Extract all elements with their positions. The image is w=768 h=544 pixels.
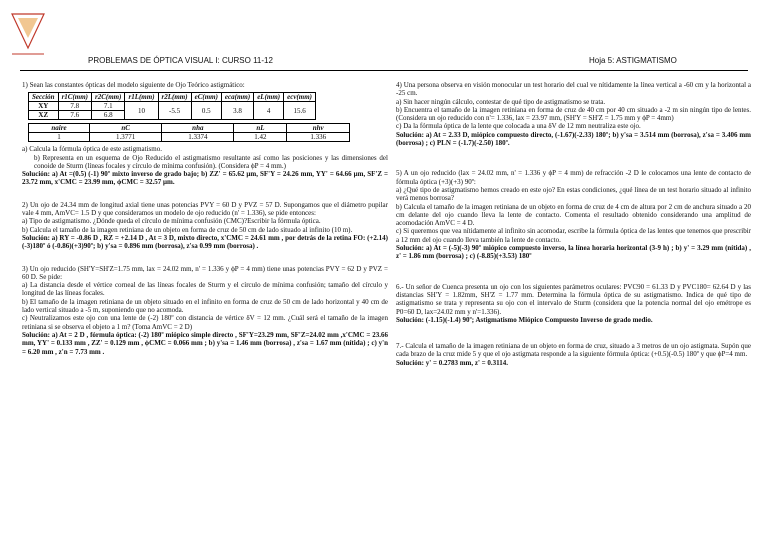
table-row [29, 102, 316, 111]
problem-4-c: c) Da la fórmula óptica de la lente que colocada a una δV de 12 mm neutraliza este ojo. [396, 122, 641, 131]
table-header-row [29, 93, 316, 102]
cell-section: XZ [29, 111, 59, 120]
problem-2-text: 2) Un ojo de 24.34 mm de longitud axial tiene unas potencias PVY = 60 D y PVZ = 57 D. Supongamos que el diámetro pupilar vale 4 mm, AmVC= 1.5 D y que consideramos un modelo de ojo reducido (n' = 1.336), se pide entonces: [22, 200, 388, 218]
problem-2-a: a) Tipo de astigmatismo. ¿Dónde queda el círculo de mínima confusión (CMC)?Escribir la fórmula óptica. [22, 217, 321, 226]
problem-4-solution: Solución: a) At = 2.33 D, miópico compuesto directo, (-1.67)(-2.33) 180º; b) y'sa = 3.514 mm (borrosa), z'sa = 3.406 mm (borrosa) ; c) PLN = (-1.7)(-2.50) 180º. [396, 130, 751, 148]
table-header-row [29, 124, 350, 133]
problem-4-a: a) Sin hacer ningún cálculo, contestar de qué tipo de astigmatismo se trata. [396, 97, 606, 106]
right-column [396, 81, 751, 378]
th-section: Sección [29, 93, 59, 102]
cell-nl: 1.42 [234, 133, 287, 142]
cell-section: XY [29, 102, 59, 111]
cell-r1c: 7.6 [58, 111, 91, 120]
problem-5 [396, 169, 751, 260]
university-logo [8, 10, 48, 56]
eye-constants-table [28, 92, 316, 120]
th-ec: eC(mm) [191, 93, 221, 102]
problem-2 [22, 201, 388, 251]
th-nha: nha [162, 124, 234, 133]
cell-nc: 1.3771 [90, 133, 162, 142]
cell-r1c: 7.8 [58, 102, 91, 111]
problem-3-text: 3) Un ojo reducido (SH'Y=SH'Z=1.75 mm, lax = 24.02 mm, n' = 1.336 y ϕP = 4 mm) tiene unas potencias PVY = 62 D y PVZ = 60 D. Se pide: [22, 264, 388, 281]
cell-nhv: 1.336 [287, 133, 350, 142]
problem-2-solution: Solución: a) RY = -0.86 D , RZ = +2.14 D , At = 3 D, mixto directo, x'CMC = 24.61 mm , por detrás de la retina FO: (+2.14)(-3)180º ó (-0.86)(+3)90º; b) y'sa = 0.896 mm (borrosa), z'sa 0.99 mm (borrosa) . [22, 233, 388, 251]
refractive-index-table [28, 123, 350, 142]
table-row [29, 133, 350, 142]
problem-5-b: b) Calcula el tamaño de la imagen retiniana de un objeto en forma de cruz de 4 cm de altura por 2 cm de anchura situado a 20 cm delante del ojo cuando lleva la lente de contacto. Comenta el resultado obtenido considerando una amplitud de acomodación AmVC = 4 D. [396, 202, 751, 228]
problem-7-text: 7.- Calcula el tamaño de la imagen retiniana de un objeto en forma de cruz, situado a 3 metros de un ojo astigmata. Supón que cada brazo de la cruz mide 5 y que el ojo astigmata responde a la siguiente fórmula óptica: (+0.5)(-0.5) 180º y que ϕP=4 mm. [396, 342, 751, 359]
th-nl: nL [234, 124, 287, 133]
th-el: eL(mm) [254, 93, 284, 102]
header-sheet: Hoja 5: ASTIGMATISMO [589, 56, 677, 65]
cell-r1l: 10 [125, 102, 158, 120]
problem-7 [396, 342, 751, 367]
problem-1-intro: 1) Sean las constantes ópticas del modelo siguiente de Ojo Teórico astigmático: [22, 81, 245, 89]
problem-6-solution: Solución: (-1.15)(-1.4) 90º; Astigmatismo Miópico Compuesto Inverso de grado medio. [396, 315, 653, 324]
problem-3-solution: Solución: a) At = 2 D , fórmula óptica: (-2) 180º miópico simple directo , SF'Y=23.29 mm, SF'Z=24.02 mm ,x'CMC = 23.66 mm, YY' = 0.133 mm , ZZ' = 0.129 mm , ϕCMC = 0.066 mm ; b) y'sa = 1.46 mm (borrosa) , z'sa = 1.67 mm (nítida) ; c) y'n = 6.20 mm , z'n = 7.73 mm . [22, 330, 388, 356]
left-column [22, 81, 388, 367]
cell-ecv: 15.6 [284, 102, 316, 120]
cell-nha: 1.3374 [162, 133, 234, 142]
problem-4-text: 4) Una persona observa en visión monocular un test horario del cual ve nítidamente la línea vertical a -60 cm y la horizontal a -25 cm. [396, 81, 751, 98]
problem-5-solution: Solución: a) At = (-5)(-3) 90º miópico compuesto inverso, la línea horaria horizontal (3-9 h) ; b) y' = 3.29 mm (nítida) , z' = 1.86 mm (borrosa) ; c) (-8.85)(+3.53) 180º [396, 244, 751, 261]
problem-3-b: b) El tamaño de la imagen retiniana de un objeto situado en el infinito en forma de cruz de 50 cm de lado horizontal y 40 cm de lado vertical situado a -5 m, suponiendo que no acomoda. [22, 297, 388, 315]
cell-ec: 0.5 [191, 102, 221, 120]
problem-1-a: a) Calcula la fórmula óptica de este astigmatismo. [22, 145, 162, 154]
th-r1l: r1L(mm) [125, 93, 158, 102]
th-r2c: r2C(mm) [92, 93, 125, 102]
problem-6-text: 6.- Un señor de Cuenca presenta un ojo con los siguientes parámetros oculares: PVC90 = 61.33 D y PVC180= 62.64 D y las distancias SH'Y = 1.82mm, SH'Z = 1.77 mm. Determina la fórmula óptica de su astigmatismo. Indica de qué tipo de astigmatismo se trata y representa su ojo con el intervalo de Sturm (considera que la potencia normal del ojo emétrope es P0=60 D, lax=24.02 mm y n'=1.336). [396, 282, 751, 316]
problem-4-b: b) Encuentra el tamaño de la imagen retiniana en forma de cruz de 40 cm por 40 cm situado a -2 m sin ningún tipo de lentes. (Considera un ojo reducido con n'= 1.336, lax = 23.97 mm, (SH'Y = SH'Z = 1.75 mm y ϕP = 4mm) [396, 105, 751, 123]
th-ecv: ecv(mm) [284, 93, 316, 102]
problem-1-b: b) Representa en un esquema de Ojo Reducido el astigmatismo resultante así como las posiciones y las dimensiones del conoide de Sturm (líneas focales y círculo de mínima confusión). (Considera ϕP = 4 mm.) [34, 153, 388, 170]
problem-5-text: 5) A un ojo reducido (lax = 24.02 mm, n' = 1.336 y ϕP = 4 mm) de refracción -2 D le colocamos una lente de contacto de fórmula óptica (+3)(+3) 90º: [396, 169, 751, 186]
problem-5-a: a) ¿Qué tipo de astigmatismo hemos creado en este ojo? En estas condiciones, ¿qué línea de un test horario situado al infinito verá menos borrosa? [396, 185, 751, 203]
problem-5-c: c) Si queremos que vea nítidamente al infinito sin acomodar, escribe la fórmula óptica de las lentes que tenemos que prescribir a 12 mm del ojo cuando lleva también la lente de contacto. [396, 227, 751, 244]
cell-r2c: 7.1 [92, 102, 125, 111]
cell-r2c: 6.8 [92, 111, 125, 120]
th-nc: nC [90, 124, 162, 133]
problem-3-c: c) Neutralizamos este ojo con una lente de (-2) 180º con distancia de vértice δV = 12 mm. ¿Cuál será el tamaño de la imagen retiniana si se observa el objeto a 1 m? (Toma AmVC = 2 D) [22, 314, 388, 331]
header-divider [20, 70, 748, 71]
cell-eca: 3.8 [221, 102, 253, 120]
problem-1-solution: Solución: a) At =(0.5) (-1) 90º mixto inverso de grado bajo; b) ZZ' = 65.62 μm, SF'Y = 24.26 mm, YY' = 64.66 μm, SF'Z = 23.72 mm, x'CMC = 23.99 mm, ϕCMC = 32.57 μm. [22, 170, 388, 187]
cell-el: 4 [254, 102, 284, 120]
problem-3 [22, 265, 388, 356]
cell-naire: 1 [29, 133, 90, 142]
cell-r2l: -5.5 [158, 102, 191, 120]
problem-1 [22, 81, 388, 187]
problem-3-a: a) La distancia desde el vértice corneal de las líneas focales de Sturm y el círculo de mínima confusión; tamaño del círculo y longitud de las líneas focales. [22, 281, 388, 298]
th-r1c: r1C(mm) [58, 93, 91, 102]
th-nhv: nhv [287, 124, 350, 133]
th-r2l: r2L(mm) [158, 93, 191, 102]
problem-7-solution: Solución: y' = 0.2783 mm, z' = 0.3114. [396, 358, 509, 367]
problem-6 [396, 283, 751, 324]
problem-4 [396, 81, 751, 147]
header-title: PROBLEMAS DE ÓPTICA VISUAL I: CURSO 11-12 [88, 56, 273, 65]
th-eca: eca(mm) [221, 93, 253, 102]
problem-2-b: b) Calcula el tamaño de la imagen retiniana de un objeto en forma de cruz de 50 cm de lado situado al infinito (10 m). [22, 225, 353, 234]
th-naire: naire [29, 124, 90, 133]
